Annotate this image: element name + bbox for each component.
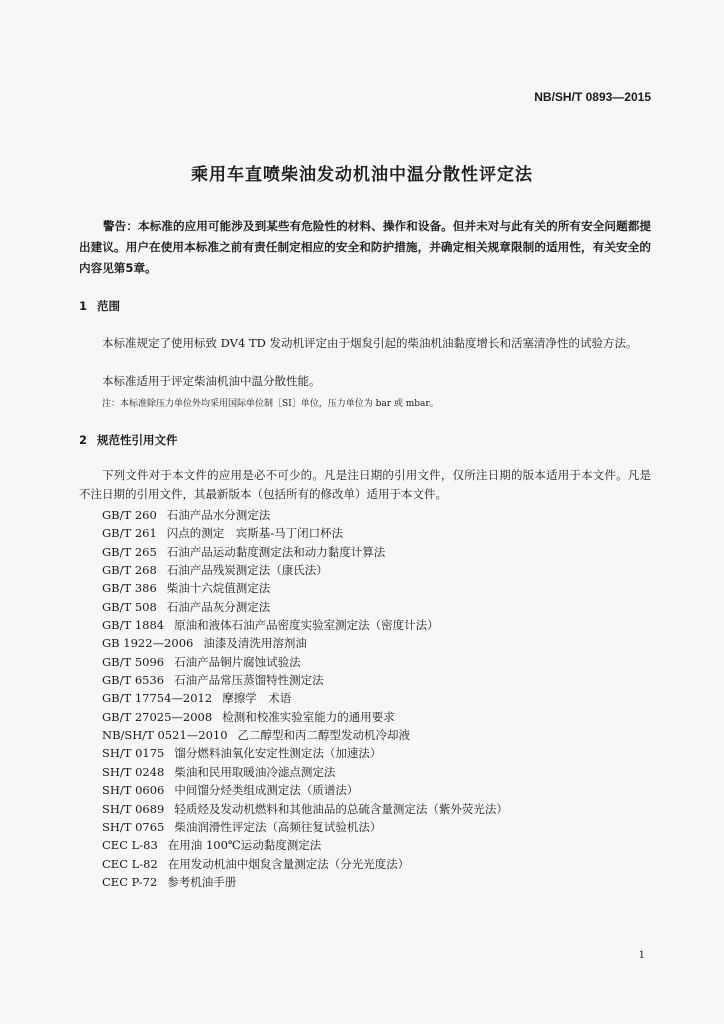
section-1-number: 1 bbox=[79, 299, 88, 313]
reference-title: 石油产品灰分测定法 bbox=[166, 599, 271, 614]
reference-item bbox=[102, 599, 508, 617]
reference-code: SH/T 0765 bbox=[102, 819, 165, 834]
reference-title: 参考机油手册 bbox=[167, 874, 237, 889]
section-1-heading bbox=[79, 298, 120, 314]
reference-item bbox=[102, 727, 508, 745]
reference-code: GB/T 508 bbox=[102, 599, 157, 614]
reference-item bbox=[102, 507, 508, 525]
reference-item bbox=[102, 764, 508, 782]
reference-code: GB/T 386 bbox=[102, 581, 157, 596]
reference-title: 石油产品运动黏度测定法和动力黏度计算法 bbox=[166, 544, 386, 559]
scope-paragraph-1: 本标准规定了使用标致 DV4 TD 发动机评定由于烟炱引起的柴油机油黏度增长和活塞清净性的试验方法。 bbox=[102, 336, 638, 350]
reference-title: 摩擦学 术语 bbox=[222, 691, 292, 706]
reference-title: 油漆及清洗用溶剂油 bbox=[203, 636, 307, 651]
reference-code: SH/T 0689 bbox=[102, 801, 165, 816]
reference-code: GB/T 17754—2012 bbox=[102, 691, 213, 706]
reference-title: 轻质烃及发动机燃料和其他油品的总硫含量测定法（紫外荧光法） bbox=[174, 801, 508, 816]
reference-title: 闪点的测定 宾斯基-马丁闭口杯法 bbox=[166, 526, 344, 541]
reference-code: GB/T 27025—2008 bbox=[102, 709, 213, 724]
reference-item bbox=[102, 617, 508, 635]
reference-item bbox=[102, 745, 508, 763]
reference-item bbox=[102, 544, 508, 562]
page-number: 1 bbox=[638, 950, 645, 961]
reference-title: 石油产品水分测定法 bbox=[166, 508, 271, 522]
references-intro: 下列文件对于本文件的应用是必不可少的。凡是注日期的引用文件，仅所注日期的版本适用于本文件。凡是不注日期的引用文件，其最新版本（包括所有的修改单）适用于本文件。 bbox=[79, 468, 651, 501]
reference-item bbox=[102, 635, 508, 653]
reference-code: NB/SH/T 0521—2010 bbox=[102, 728, 228, 743]
reference-code: GB/T 5096 bbox=[102, 654, 165, 669]
reference-item bbox=[102, 654, 508, 672]
reference-code: GB/T 261 bbox=[102, 526, 157, 541]
reference-code: GB/T 6536 bbox=[102, 673, 165, 688]
scope-note: 注：本标准除压力单位外均采用国际单位制［SI］单位，压力单位为 bar 或 mbar。 bbox=[102, 399, 439, 409]
reference-item bbox=[102, 525, 508, 543]
reference-item bbox=[102, 709, 508, 727]
reference-code: SH/T 0175 bbox=[102, 746, 165, 761]
document-title: 乘用车直喷柴油发动机油中温分散性评定法 bbox=[191, 165, 533, 185]
reference-code: SH/T 0606 bbox=[102, 783, 165, 798]
standard-code: NB/SH/T 0893—2015 bbox=[534, 90, 651, 104]
reference-list bbox=[102, 507, 508, 892]
warning-paragraph: 警告：本标准的应用可能涉及到某些有危险性的材料、操作和设备。但并未对与此有关的所有安全问题都提出建议。用户在使用本标准之前有责任制定相应的安全和防护措施，并确定相关规章限制的适用性，有关安全的内容见第5章。 bbox=[79, 219, 651, 275]
reference-code: GB/T 265 bbox=[102, 544, 157, 559]
reference-code: GB/T 1884 bbox=[102, 618, 165, 633]
section-2-heading bbox=[79, 432, 178, 448]
reference-title: 石油产品常压蒸馏特性测定法 bbox=[174, 673, 324, 688]
reference-item bbox=[102, 837, 508, 855]
reference-code: GB/T 268 bbox=[102, 563, 157, 578]
reference-item bbox=[102, 580, 508, 598]
reference-title: 石油产品残炭测定法（康氏法） bbox=[166, 563, 328, 578]
section-2-number: 2 bbox=[79, 433, 88, 447]
reference-code: CEC P-72 bbox=[102, 874, 158, 889]
reference-title: 中间馏分烃类组成测定法（质谱法） bbox=[174, 783, 359, 798]
reference-item bbox=[102, 801, 508, 819]
reference-title: 乙二醇型和丙二醇型发动机冷却液 bbox=[237, 728, 411, 743]
section-2-title: 规范性引用文件 bbox=[97, 433, 178, 447]
reference-title: 柴油十六烷值测定法 bbox=[166, 581, 271, 596]
reference-title: 柴油和民用取暖油冷滤点测定法 bbox=[174, 764, 336, 779]
reference-item bbox=[102, 856, 508, 874]
reference-code: CEC L-83 bbox=[102, 838, 158, 853]
reference-item bbox=[102, 874, 508, 892]
section-1-title: 范围 bbox=[97, 299, 120, 313]
reference-title: 在用油 100℃运动黏度测定法 bbox=[167, 838, 322, 853]
reference-item bbox=[102, 672, 508, 690]
scope-paragraph-2: 本标准适用于评定柴油机油中温分散性能。 bbox=[102, 374, 321, 388]
reference-code: GB 1922—2006 bbox=[102, 636, 194, 651]
reference-item bbox=[102, 690, 508, 708]
reference-code: SH/T 0248 bbox=[102, 764, 165, 779]
reference-title: 原油和液体石油产品密度实验室测定法（密度计法） bbox=[174, 618, 439, 633]
reference-item bbox=[102, 819, 508, 837]
reference-title: 馏分燃料油氧化安定性测定法（加速法） bbox=[174, 746, 382, 761]
reference-code: CEC L-82 bbox=[102, 856, 158, 871]
reference-title: 柴油润滑性评定法（高频往复试验机法） bbox=[174, 819, 382, 834]
reference-item bbox=[102, 782, 508, 800]
reference-title: 检测和校准实验室能力的通用要求 bbox=[222, 709, 395, 724]
reference-code: GB/T 260 bbox=[102, 508, 157, 522]
reference-item bbox=[102, 562, 508, 580]
reference-title: 石油产品铜片腐蚀试验法 bbox=[174, 654, 301, 669]
reference-title: 在用发动机油中烟炱含量测定法（分光光度法） bbox=[167, 856, 410, 871]
